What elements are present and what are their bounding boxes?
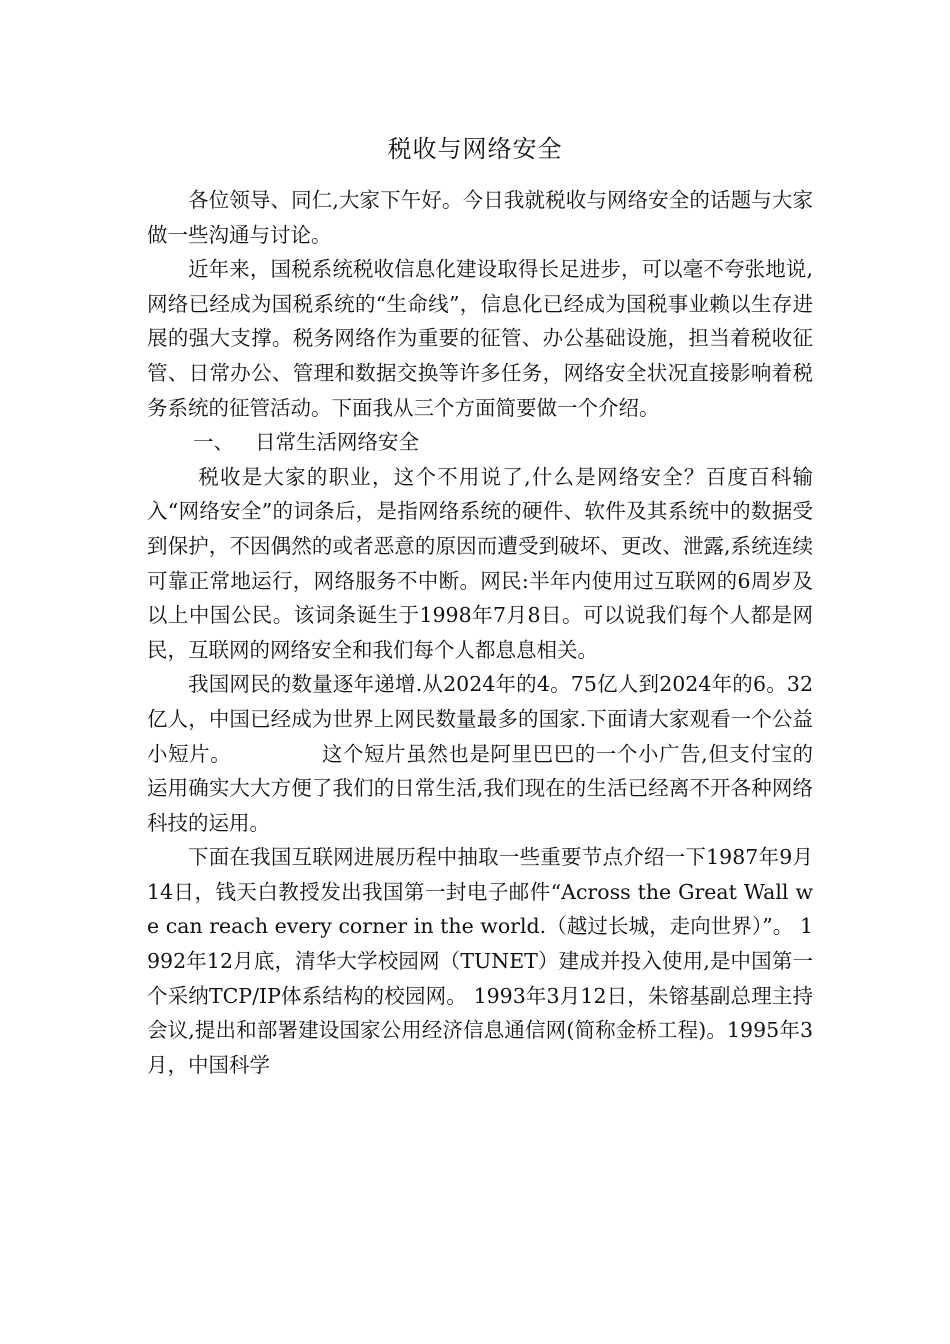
paragraph-greeting: 各位领导、同仁,大家下午好。今日我就税收与网络安全的话题与大家做一些沟通与讨论。: [147, 188, 813, 247]
section-title: 日常生活网络安全: [255, 430, 419, 455]
paragraph-network-security-definition: 税收是大家的职业，这个不用说了,什么是网络安全？百度百科输入“网络安全”的词条后，是指网络系统的硬件、软件及其系统中的数据受到保护，不因偶然的或者恶意的原因而遭受到破坏、更改、泄露,系统连续可靠正常地运行，网络服务不中断。网民:半年内使用过互联网的6周岁及以上中国公民。该词条诞生于1998年7月8日。可以说我们每个人都是网民，互联网的网络安全和我们每个人都息息相关。: [147, 464, 813, 662]
document-body: [147, 183, 813, 1082]
paragraph-netizens-part-1: 我国网民的数量逐年递增.从2024年的4。75亿人到2024年的6。32亿人，中国已经成为世界上网民数量最多的国家.下面请大家观看一个公益小短片。: [147, 672, 813, 766]
document-title: 税收与网络安全: [387, 135, 563, 163]
paragraph-internet-history: 下面在我国互联网进展历程中抽取一些重要节点介绍一下1987年9月14日，钱天白教授发出我国第一封电子邮件“Across the Great Wall we can reach every corner in the world.（越过长城，走向世界）”。 1992年12月底，清华大学校园网（TUNET）建成并投入使用,是中国第一个采纳TCP/IP体系结构的校园网。 1993年3月12日，朱镕基副总理主持会议,提出和部署建设国家公用经济信息通信网(简称金桥工程)。1995年3月，中国科学: [147, 845, 813, 1077]
paragraph-intro: 近年来，国税系统税收信息化建设取得长足进步，可以毫不夸张地说,网络已经成为国税系统的“生命线”，信息化已经成为国税事业赖以生存进展的强大支撑。税务网络作为重要的征管、办公基础设施，担当着税收征管、日常办公、管理和数据交换等许多任务，网络安全状况直接影响着税务系统的征管活动。下面我从三个方面简要做一个介绍。: [147, 257, 813, 420]
paragraph-netizens: [147, 667, 813, 840]
paragraph-netizens-part-2: 这个短片虽然也是阿里巴巴的一个小广告,但支付宝的运用确实大大方便了我们的日常生活,我们现在的生活已经离不开各种网络科技的运用。: [147, 741, 814, 835]
section-number: 一、: [193, 430, 234, 455]
section-heading-1: [147, 425, 813, 460]
